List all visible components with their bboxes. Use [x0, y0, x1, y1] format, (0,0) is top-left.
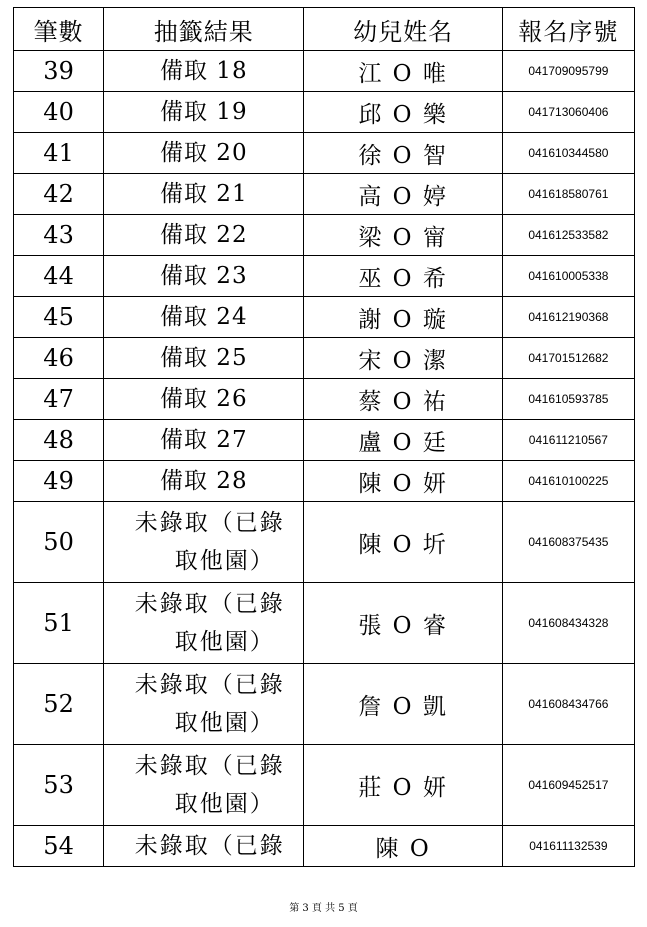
row-result	[104, 583, 304, 664]
table-row	[14, 583, 635, 664]
row-num: 40	[14, 92, 104, 133]
header-reg: 報名序號	[502, 8, 634, 51]
row-result: 備取 24	[104, 297, 304, 338]
table-row	[14, 133, 635, 174]
row-reg: 041610593785	[502, 379, 634, 420]
row-name: 邱 O 樂	[304, 92, 502, 133]
row-reg: 041608434766	[502, 664, 634, 745]
table-row	[14, 51, 635, 92]
table-row	[14, 92, 635, 133]
table-row	[14, 215, 635, 256]
row-num: 46	[14, 338, 104, 379]
row-name: 謝 O 璇	[304, 297, 502, 338]
row-result	[104, 745, 304, 826]
row-result: 備取 27	[104, 420, 304, 461]
row-reg: 041612533582	[502, 215, 634, 256]
table-row	[14, 338, 635, 379]
table-row	[14, 420, 635, 461]
row-result	[104, 502, 304, 583]
row-result: 備取 28	[104, 461, 304, 502]
row-reg: 041618580761	[502, 174, 634, 215]
row-reg: 041608434328	[502, 583, 634, 664]
row-result-line1: 未錄取（已錄	[134, 672, 285, 698]
row-result: 備取 21	[104, 174, 304, 215]
row-num: 43	[14, 215, 104, 256]
row-name: 江 O 唯	[304, 51, 502, 92]
row-result-line1: 未錄取（已錄	[134, 510, 285, 536]
page-footer: 第 3 頁 共 5 頁	[289, 903, 358, 914]
row-name: 盧 O 廷	[304, 420, 502, 461]
row-num: 45	[14, 297, 104, 338]
header-num: 筆數	[14, 8, 104, 51]
row-result: 備取 26	[104, 379, 304, 420]
row-reg: 041610344580	[502, 133, 634, 174]
row-result-line1: 未錄取（已錄	[134, 753, 285, 779]
row-num: 50	[14, 502, 104, 583]
row-name: 巫 O 希	[304, 256, 502, 297]
row-name: 宋 O 潔	[304, 338, 502, 379]
row-reg: 041709095799	[502, 51, 634, 92]
row-result: 備取 25	[104, 338, 304, 379]
row-num: 41	[14, 133, 104, 174]
row-num: 42	[14, 174, 104, 215]
table-row	[14, 297, 635, 338]
row-reg: 041713060406	[502, 92, 634, 133]
row-result-line1: 未錄取（已錄	[134, 591, 285, 617]
table-row	[14, 174, 635, 215]
row-result: 備取 19	[104, 92, 304, 133]
row-reg: 041609452517	[502, 745, 634, 826]
row-num: 44	[14, 256, 104, 297]
row-reg: 041610100225	[502, 461, 634, 502]
row-num: 49	[14, 461, 104, 502]
row-num: 52	[14, 664, 104, 745]
row-name: 詹 O 凱	[304, 664, 502, 745]
table-row	[14, 745, 635, 826]
header-row	[14, 8, 635, 51]
header-result: 抽籤結果	[104, 8, 304, 51]
row-reg: 041701512682	[502, 338, 634, 379]
row-name: 蔡 O 祐	[304, 379, 502, 420]
table-row	[14, 461, 635, 502]
row-num: 51	[14, 583, 104, 664]
row-reg: 041611132539	[502, 826, 634, 867]
row-name: 陳 O 妍	[304, 461, 502, 502]
table-row	[14, 664, 635, 745]
header-name: 幼兒姓名	[304, 8, 502, 51]
row-num: 48	[14, 420, 104, 461]
row-name: 陳 O	[304, 826, 502, 867]
row-num: 47	[14, 379, 104, 420]
table-row	[14, 826, 635, 867]
row-reg: 041612190368	[502, 297, 634, 338]
row-result: 未錄取（已錄	[104, 826, 304, 867]
row-name: 徐 O 智	[304, 133, 502, 174]
row-reg: 041610005338	[502, 256, 634, 297]
table-row	[14, 502, 635, 583]
row-name: 梁 O 甯	[304, 215, 502, 256]
row-reg: 041608375435	[502, 502, 634, 583]
row-result-line2: 取他園）	[174, 548, 275, 574]
row-result-line2: 取他園）	[174, 710, 275, 736]
row-result: 備取 23	[104, 256, 304, 297]
row-result: 備取 18	[104, 51, 304, 92]
row-result	[104, 664, 304, 745]
row-result: 備取 22	[104, 215, 304, 256]
row-num: 54	[14, 826, 104, 867]
row-name: 張 O 睿	[304, 583, 502, 664]
row-result-line2: 取他園）	[174, 629, 275, 655]
row-num: 39	[14, 51, 104, 92]
row-name: 陳 O 圻	[304, 502, 502, 583]
row-num: 53	[14, 745, 104, 826]
row-reg: 041611210567	[502, 420, 634, 461]
row-result: 備取 20	[104, 133, 304, 174]
row-name: 莊 O 妍	[304, 745, 502, 826]
table-row	[14, 379, 635, 420]
results-table	[13, 7, 635, 867]
table-row	[14, 256, 635, 297]
row-name: 高 O 婷	[304, 174, 502, 215]
row-result-line2: 取他園）	[174, 791, 275, 817]
